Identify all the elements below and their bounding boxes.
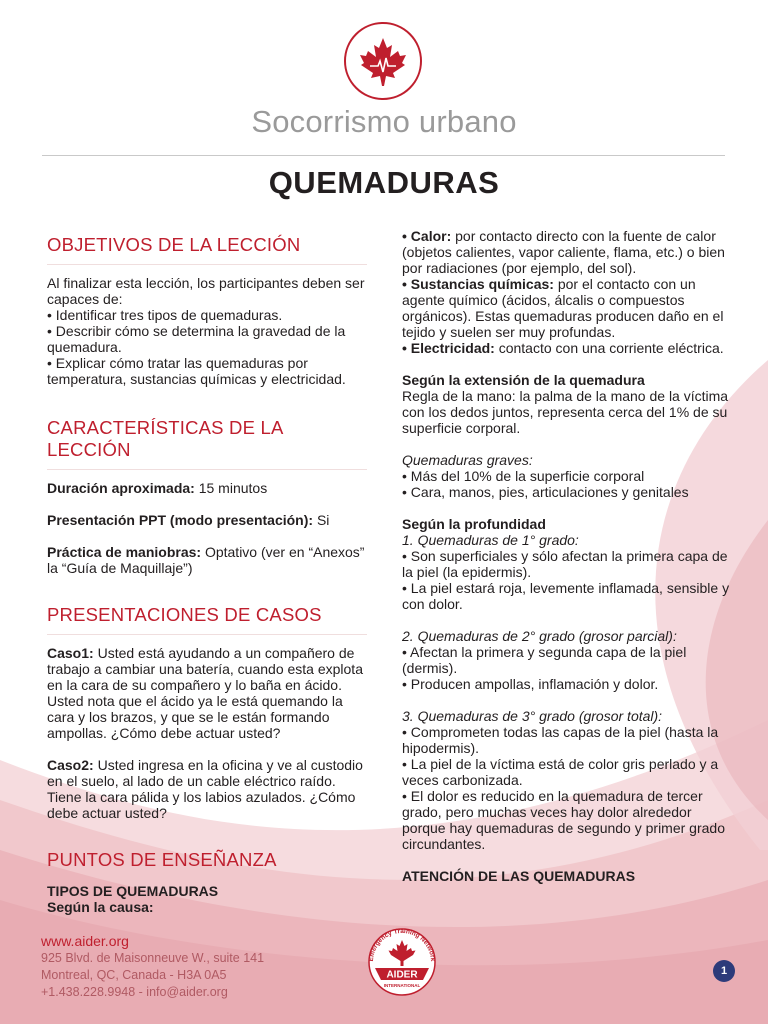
grado1-item: • La piel estará roja, levemente inflamada, sensible y con dolor. (402, 580, 730, 612)
website-link[interactable]: www.aider.org (41, 933, 129, 949)
caso1-text: Usted está ayudando a un compañero de trabajo a cambiar una batería, cuando esta explota en la cara de su compañero y lo baña en ácido. Usted nota que el ácido ya le está quemando la cara y los brazos, y que se le están formando ampollas. ¿Cómo debe actuar usted? (47, 645, 363, 741)
header-divider (42, 155, 725, 156)
quimicas-item (402, 276, 732, 340)
profundidad-heading: Según la profundidad (402, 516, 546, 532)
caso2 (47, 757, 367, 821)
practica-line (47, 544, 367, 576)
calor-label: • Calor: (402, 228, 452, 244)
page-subtitle: Socorrismo urbano (251, 104, 517, 139)
caracteristicas-heading: CARACTERÍSTICAS DE LA LECCIÓN (47, 417, 367, 470)
quimicas-text: por el contacto con un agente químico (ácidos, álcalis o compuestos orgánicos). Estas quemaduras producen daño en el tejido y suelen ser muy profundas. (402, 276, 724, 340)
objetivos-heading: OBJETIVOS DE LA LECCIÓN (47, 234, 367, 265)
objetivo-item: • Identificar tres tipos de quemaduras. (47, 307, 283, 323)
electricidad-item (402, 340, 732, 356)
objetivo-item: • Describir cómo se determina la gravedad de la quemadura. (47, 323, 346, 355)
casos-heading: PRESENTACIONES DE CASOS (47, 604, 367, 635)
segun-causa: Según la causa: (47, 899, 154, 915)
footer-contact (41, 932, 264, 1001)
objetivo-item: • Explicar cómo tratar las quemaduras por temperatura, sustancias químicas y electricidad. (47, 355, 346, 387)
extension-heading: Según la extensión de la quemadura (402, 372, 645, 388)
calor-item (402, 228, 732, 276)
puntos-heading: PUNTOS DE ENSEÑANZA (47, 849, 277, 870)
badge-arc-text: Emergency Training Network (367, 928, 437, 962)
ppt-label: Presentación PPT (modo presentación): (47, 512, 314, 528)
caso2-label: Caso2: (47, 757, 94, 773)
duracion-label: Duración aproximada: (47, 480, 195, 496)
contact-line: +1.438.228.9948 - info@aider.org (41, 985, 228, 999)
objetivos-intro: Al finalizar esta lección, los participantes deben ser capaces de: (47, 275, 365, 307)
badge-name: AIDER (386, 969, 418, 981)
graves-item: • Cara, manos, pies, articulaciones y genitales (402, 484, 689, 500)
ppt-value: Si (313, 512, 330, 528)
grado1-item: • Son superficiales y sólo afectan la primera capa de la piel (la epidermis). (402, 548, 728, 580)
grado3-item: • El dolor es reducido en la quemadura de tercer grado, pero muchas veces hay dolor alrededor porque hay quemaduras de segundo y primer grado circundantes. (402, 788, 725, 852)
grado2-heading: 2. Quemaduras de 2° grado (grosor parcial): (402, 628, 677, 644)
maple-leaf-logo-icon (342, 20, 424, 102)
quimicas-label: • Sustancias químicas: (402, 276, 554, 292)
tipos-quemaduras: TIPOS DE QUEMADURAS (47, 883, 219, 899)
grado2-item: • Afectan la primera y segunda capa de la piel (dermis). (402, 644, 687, 676)
duracion-line (47, 480, 367, 496)
caso1-label: Caso1: (47, 645, 94, 661)
calor-text: por contacto directo con la fuente de calor (objetos calientes, vapor caliente, flama, etc.) o bien por radiaciones (por ejemplo, del sol). (402, 228, 725, 276)
caso2-text: Usted ingresa en la oficina y ve al custodio en el suelo, al lado de un cable eléctrico raído. Tiene la cara pálida y los labios azulados. ¿Cómo debe actuar usted? (47, 757, 363, 821)
left-column (47, 234, 367, 915)
electricidad-text: contacto con una corriente eléctrica. (494, 340, 724, 356)
extension-text: Regla de la mano: la palma de la mano de la víctima con los dedos juntos, representa cerca del 1% de su superficie corporal. (402, 388, 729, 436)
grado3-item: • La piel de la víctima está de color gris perlado y a veces carbonizada. (402, 756, 719, 788)
caso1 (47, 645, 367, 741)
address-line1: 925 Blvd. de Maisonneuve W., suite 141 (41, 951, 265, 965)
page-title: QUEMADURAS (268, 165, 500, 200)
grado3-item: • Comprometen todas las capas de la piel (hasta la hipodermis). (402, 724, 719, 756)
grado3-heading: 3. Quemaduras de 3° grado (grosor total): (402, 708, 663, 724)
practica-label: Práctica de maniobras: (47, 544, 202, 560)
practica-value: Optativo (ver en “Anexos” la “Guía de Maquillaje”) (47, 544, 365, 576)
electricidad-label: • Electricidad: (402, 340, 495, 356)
atencion-heading: ATENCIÓN DE LAS QUEMADURAS (402, 868, 636, 884)
badge-sub: INTERNATIONAL (383, 983, 421, 988)
grado2-item: • Producen ampollas, inflamación y dolor. (402, 676, 659, 692)
grado1-heading: 1. Quemaduras de 1° grado: (402, 532, 579, 548)
duracion-value: 15 minutos (194, 480, 268, 496)
ppt-line (47, 512, 367, 528)
address-line2: Montreal, QC, Canada - H3A 0A5 (41, 968, 227, 982)
graves-heading: Quemaduras graves: (402, 452, 533, 468)
right-column (402, 228, 732, 884)
aider-badge-icon (363, 918, 441, 1006)
graves-item: • Más del 10% de la superficie corporal (402, 468, 645, 484)
page-number-badge: 1 (713, 960, 735, 982)
